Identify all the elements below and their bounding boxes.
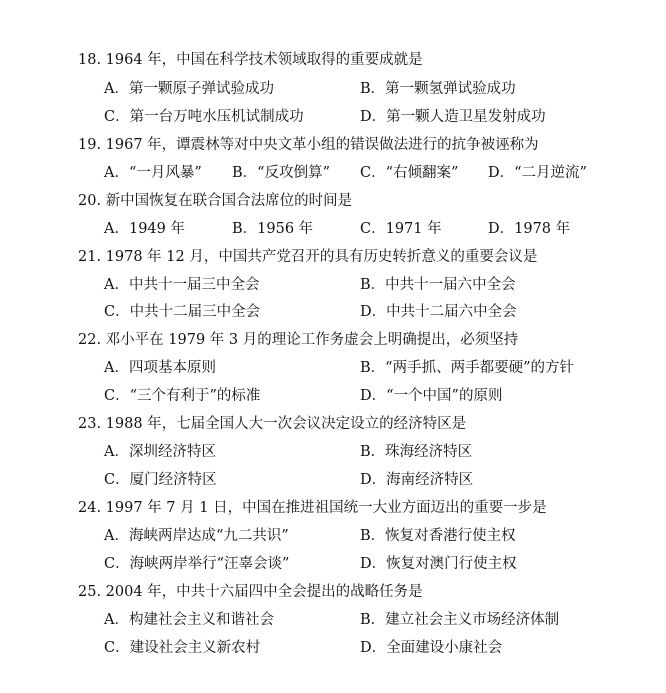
question-18-option-b: B．第一颗氢弹试验成功 [360, 81, 516, 97]
question-19-option-d: D．“二月逆流” [488, 165, 587, 181]
question-text: 1967 年，谭震林等对中央文革小组的错误做法进行的抗争被诬称为 [105, 137, 539, 153]
question-19-option-b: B．“反攻倒算” [232, 165, 330, 181]
question-text: 1988 年，七届全国人大一次会议决定设立的经济特区是 [105, 416, 467, 432]
question-21-stem [78, 247, 537, 267]
question-23-option-c: C．厦门经济特区 [104, 472, 217, 488]
question-21-option-b: B．中共十一届六中全会 [360, 277, 516, 293]
question-21-option-a: A．中共十一届三中全会 [104, 277, 260, 293]
question-number: 23. [78, 416, 102, 432]
question-number: 22. [78, 332, 102, 348]
question-18-stem [78, 50, 423, 70]
question-22-option-b: B．“两手抓、两手都要硬”的方针 [360, 360, 574, 376]
question-22-stem [78, 330, 518, 350]
question-number: 25. [78, 584, 102, 600]
question-25-option-c: C．建设社会主义新农村 [104, 640, 261, 656]
question-23-stem [78, 414, 466, 434]
question-number: 21. [78, 249, 102, 265]
question-22-option-a: A．四项基本原则 [104, 360, 216, 376]
question-24-option-b: B．恢复对香港行使主权 [360, 528, 516, 544]
question-21-option-c: C．中共十二届三中全会 [104, 304, 261, 320]
question-text: 邓小平在 1979 年 3 月的理论工作务虚会上明确提出，必须坚持 [105, 332, 519, 348]
question-23-option-b: B．珠海经济特区 [360, 444, 473, 460]
question-22-option-d: D．“一个中国”的原则 [360, 388, 503, 404]
question-20-stem [78, 191, 352, 211]
question-25-option-d: D．全面建设小康社会 [360, 640, 503, 656]
question-24-option-a: A．海峡两岸达成“九二共识” [104, 528, 289, 544]
question-18-option-d: D．第一颗人造卫星发射成功 [360, 109, 546, 125]
question-24-option-c: C．海峡两岸举行“汪辜会谈” [104, 556, 290, 572]
question-19-option-a: A．“一月风暴” [104, 165, 202, 181]
question-25-option-a: A．构建社会主义和谐社会 [104, 612, 274, 628]
question-24-stem [78, 498, 547, 518]
question-24-option-d: D．恢复对澳门行使主权 [360, 556, 517, 572]
question-21-option-d: D．中共十二届六中全会 [360, 304, 517, 320]
question-20-option-b: B．1956 年 [232, 221, 314, 237]
question-number: 18. [78, 52, 102, 68]
question-number: 19. [78, 137, 102, 153]
question-23-option-a: A．深圳经济特区 [104, 444, 216, 460]
question-20-option-a: A．1949 年 [104, 221, 185, 237]
question-18-option-c: C．第一台万吨水压机试制成功 [104, 109, 304, 125]
question-18-option-a: A．第一颗原子弹试验成功 [104, 81, 274, 97]
question-number: 20. [78, 193, 102, 209]
question-22-option-c: C．“三个有利于”的标准 [104, 388, 261, 404]
question-text: 2004 年，中共十六届四中全会提出的战略任务是 [105, 584, 423, 600]
question-23-option-d: D．海南经济特区 [360, 472, 474, 488]
question-20-option-c: C．1971 年 [360, 221, 442, 237]
question-text: 新中国恢复在联合国合法席位的时间是 [105, 193, 353, 209]
question-number: 24. [78, 500, 102, 516]
question-text: 1978 年 12 月，中国共产党召开的具有历史转折意义的重要会议是 [105, 249, 538, 265]
question-19-stem [78, 135, 539, 155]
question-25-stem [78, 582, 423, 602]
question-text: 1997 年 7 月 1 日，中国在推进祖国统一大业方面迈出的重要一步是 [105, 500, 547, 516]
question-20-option-d: D．1978 年 [488, 221, 571, 237]
question-19-option-c: C．“右倾翻案” [360, 165, 459, 181]
question-text: 1964 年，中国在科学技术领域取得的重要成就是 [105, 52, 423, 68]
question-25-option-b: B．建立社会主义市场经济体制 [360, 612, 560, 628]
